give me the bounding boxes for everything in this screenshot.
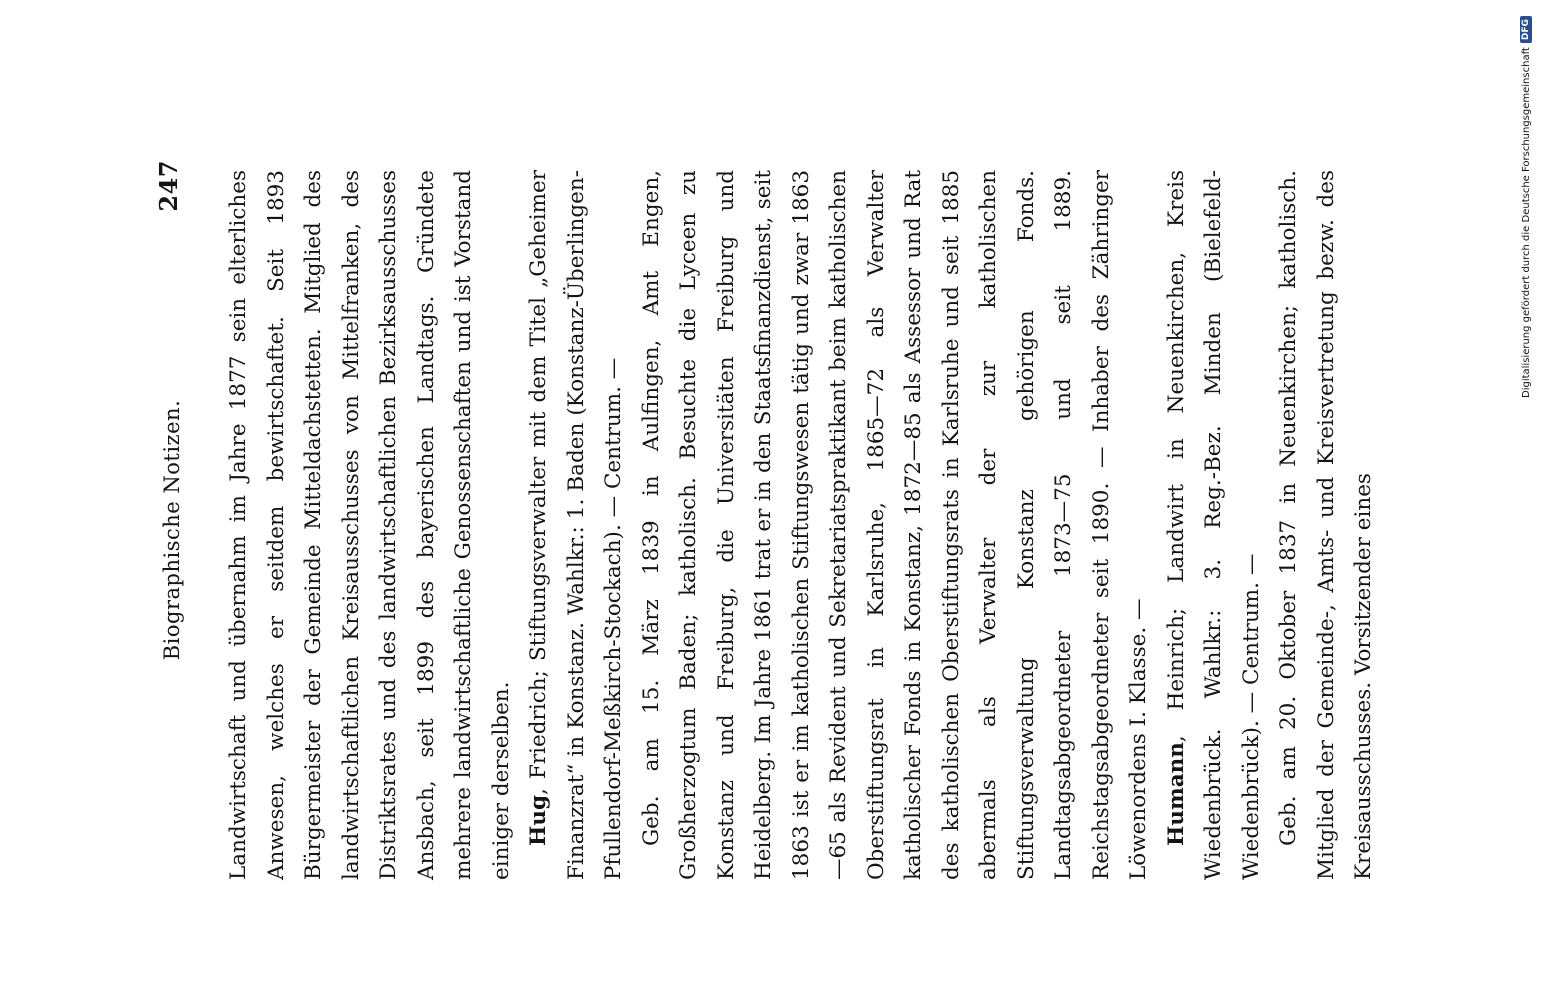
- dfg-logo-icon: DFG: [1520, 16, 1532, 43]
- paragraph: [220, 170, 520, 880]
- paragraph: [1158, 170, 1271, 880]
- running-title: Biographische Notizen.: [160, 399, 184, 661]
- paragraph-text: Geb. am 15. März 1839 in Aulfingen, Amt Engen, Großherzogtum Baden; katholisch. Besuchte die Lyceen zu Konstanz und Freiburg, die Universitäten Freiburg und Heidelberg. Im Jahre 1861 trat er in den Staatsfinanzdienst, seit 1863 ist er im katholischen Stiftungswesen tätig und zwar 1863—65 als Revident und Sekretariatspraktikant beim katholischen Oberstiftungsrat in Karlsruhe, 1865—72 als Verwalter katholischer Fonds in Konstanz, 1872—85 als Assessor und Rat des katholischen Oberstiftungsrats in Karlsruhe und seit 1885 abermals als Verwalter der zur katholischen Stiftungsverwaltung Konstanz gehörigen Fonds. Landtagsabgeordneter 1873—75 und seit 1889. Reichstagsabgeordneter seit 1890. — Inhaber des Zähringer Löwenordens I. Klasse. —: [638, 170, 1151, 880]
- paragraph-text: , Heinrich; Landwirt in Neuenkirchen, Kreis Wiedenbrück. Wahlkr.: 3. Reg.-Bez. Minden (Bielefeld-Wiedenbrück). — Centrum. —: [1163, 170, 1264, 880]
- page-number: 247: [154, 160, 183, 212]
- rotated-book-page: [154, 140, 1380, 880]
- page-body: [220, 170, 1383, 880]
- paragraph: [633, 170, 1158, 880]
- digitization-credit: [1512, 8, 1540, 398]
- paragraph-text: , Friedrich; Stiftungsverwalter mit dem Titel „Geheimer Finanzrat“ in Konstanz. Wahlkr.: 1. Baden (Konstanz-Überlingen-Pfullendorf-Meßkirch-Stockach). — Centrum. —: [526, 170, 626, 880]
- page-header: [154, 160, 200, 880]
- name-heading: Humann: [1163, 742, 1189, 846]
- credit-text: Digitalisierung gefördert durch die Deutsche Forschungsgemeinschaft: [1520, 47, 1532, 398]
- paragraph-text: Landwirtschaft und übernahm im Jahre 1877 sein elterliches Anwesen, welches er seitdem bewirtschaftet. Seit 1893 Bürgermeister der Gemeinde Mitteldachstetten. Mitglied des landwirtschaftlichen Kreisausschusses von Mittelfranken, des Distriktsrates und des landwirtschaftlichen Bezirksausschusses Ansbach, seit 1899 des bayerischen Landtags. Gründete mehrere landwirtschaftliche Genossenschaften und ist Vorstand einiger derselben.: [226, 170, 514, 880]
- paragraph: [520, 170, 633, 880]
- paragraph-text: Geb. am 20. Oktober 1837 in Neuenkirchen; katholisch. Mitglied der Gemeinde-, Amts- und Kreisvertretung bezw. des Kreisausschusses. Vorsitzender eines: [1276, 170, 1376, 880]
- paragraph: [1270, 170, 1383, 880]
- name-heading: Hug: [526, 795, 551, 846]
